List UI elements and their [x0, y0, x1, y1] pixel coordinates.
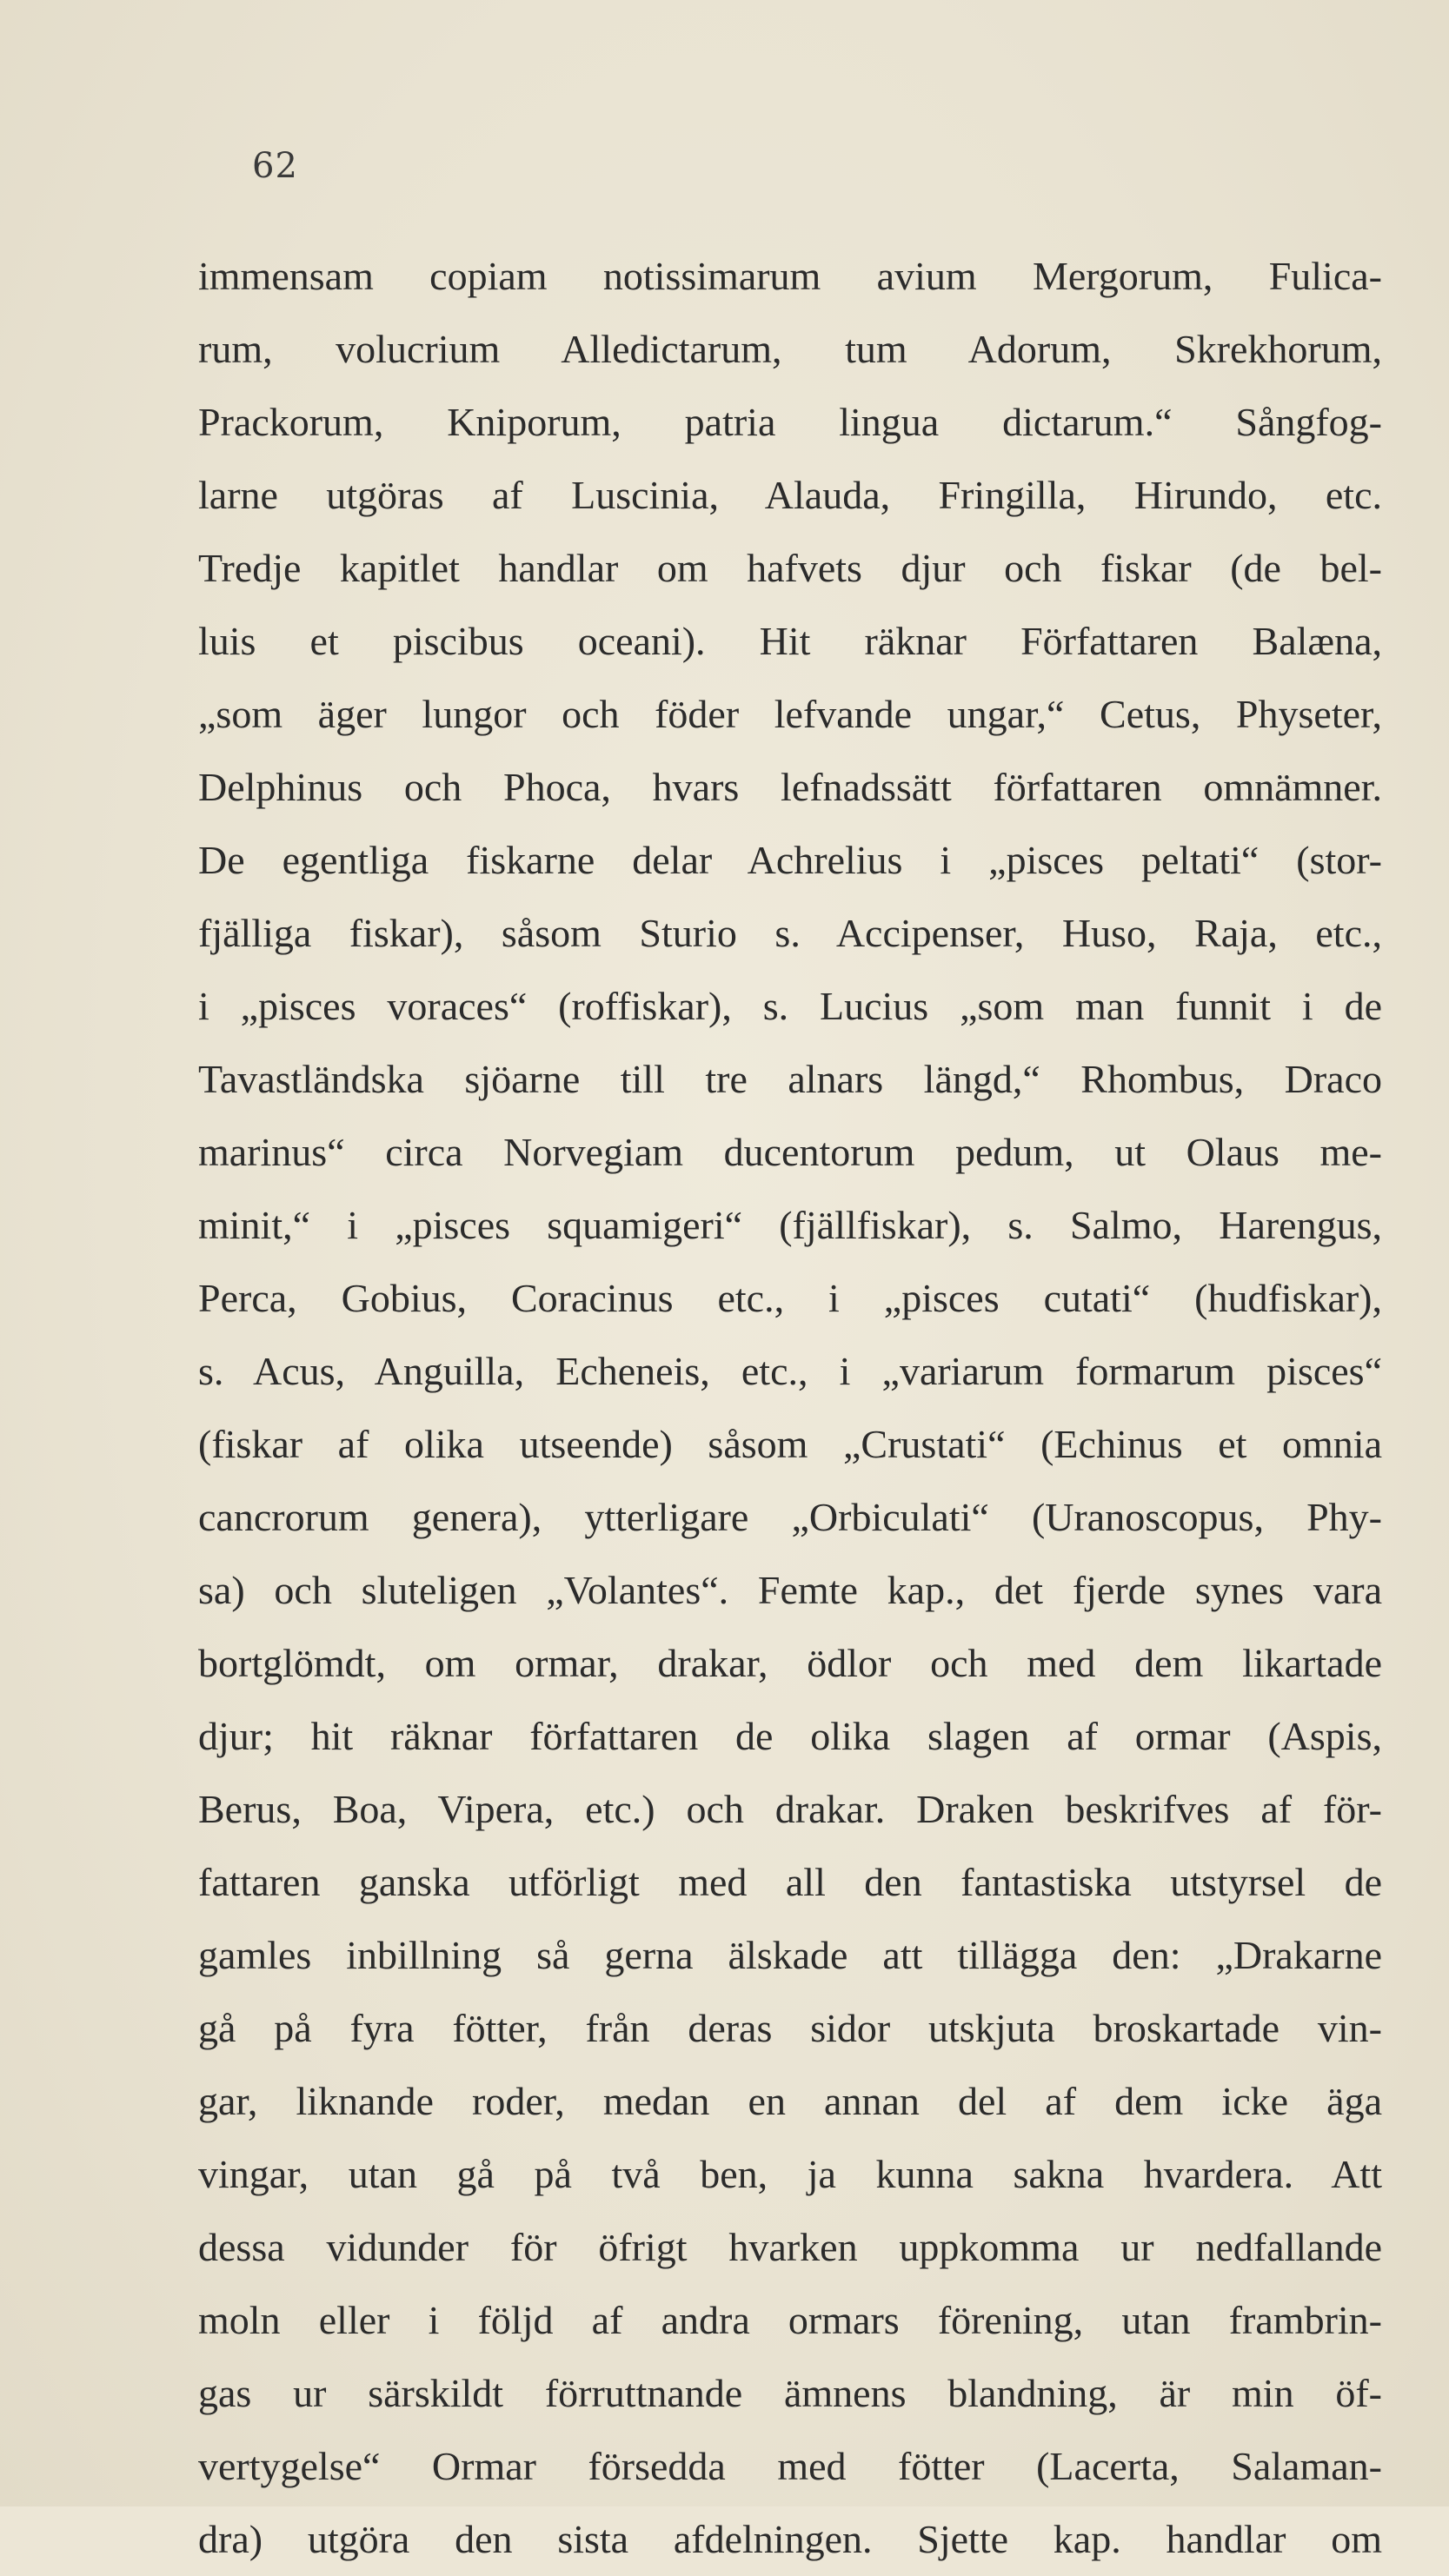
text-line: s. Acus, Anguilla, Echeneis, etc., i „variarum formarum pisces“ — [198, 1349, 1382, 1393]
text-line: Delphinus och Phoca, hvars lefnadssätt författaren omnämner. — [198, 765, 1382, 809]
text-line: dra) utgöra den sista afdelningen. Sjette kap. handlar om — [198, 2517, 1382, 2561]
text-line: cancrorum genera), ytterligare „Orbiculati“ (Uranoscopus, Phy- — [198, 1495, 1382, 1539]
text-line: bortglömdt, om ormar, drakar, ödlor och med dem likartade — [198, 1641, 1382, 1685]
text-line: gamles inbillning så gerna älskade att tillägga den: „Drakarne — [198, 1933, 1382, 1977]
text-line: minit,“ i „pisces squamigeri“ (fjällfiskar), s. Salmo, Harengus, — [198, 1203, 1382, 1247]
text-line: vingar, utan gå på två ben, ja kunna sakna hvardera. Att — [198, 2152, 1382, 2196]
text-line: gar, liknande roder, medan en annan del af dem icke äga — [198, 2079, 1382, 2123]
text-line: marinus“ circa Norvegiam ducentorum pedum, ut Olaus me- — [198, 1130, 1382, 1174]
text-line: fattaren ganska utförligt med all den fantastiska utstyrsel de — [198, 1860, 1382, 1904]
body-text — [198, 240, 1382, 2576]
text-line: luis et piscibus oceani). Hit räknar Författaren Balæna, — [198, 619, 1382, 663]
text-line: gå på fyra fötter, från deras sidor utskjuta broskartade vin- — [198, 2006, 1382, 2050]
text-line: i „pisces voraces“ (roffiskar), s. Lucius „som man funnit i de — [198, 984, 1382, 1028]
text-line: larne utgöras af Luscinia, Alauda, Fringilla, Hirundo, etc. — [198, 473, 1382, 517]
text-line: De egentliga fiskarne delar Achrelius i „pisces peltati“ (stor- — [198, 838, 1382, 882]
text-line: sa) och sluteligen „Volantes“. Femte kap., det fjerde synes vara — [198, 1568, 1382, 1612]
text-line: djur; hit räknar författaren de olika slagen af ormar (Aspis, — [198, 1714, 1382, 1758]
text-line: (fiskar af olika utseende) såsom „Crustati“ (Echinus et omnia — [198, 1422, 1382, 1466]
text-line: gas ur särskildt förruttnande ämnens blandning, är min öf- — [198, 2371, 1382, 2415]
text-line: Berus, Boa, Vipera, etc.) och drakar. Draken beskrifves af för- — [198, 1787, 1382, 1831]
text-line: dessa vidunder för öfrigt hvarken uppkomma ur nedfallande — [198, 2225, 1382, 2269]
text-line: Perca, Gobius, Coracinus etc., i „pisces cutati“ (hudfiskar), — [198, 1276, 1382, 1320]
text-line: vertygelse“ Ormar försedda med fötter (Lacerta, Salaman- — [198, 2444, 1382, 2488]
text-line: rum, volucrium Alledictarum, tum Adorum, Skrekhorum, — [198, 327, 1382, 371]
page-number: 62 — [252, 146, 298, 186]
text-line: Prackorum, Kniporum, patria lingua dictarum.“ Sångfog- — [198, 400, 1382, 444]
text-line: „som äger lungor och föder lefvande ungar,“ Cetus, Physeter, — [198, 692, 1382, 736]
text-line: immensam copiam notissimarum avium Mergorum, Fulica- — [198, 254, 1382, 298]
text-line: Tredje kapitlet handlar om hafvets djur och fiskar (de bel- — [198, 546, 1382, 590]
text-line: fjälliga fiskar), såsom Sturio s. Accipenser, Huso, Raja, etc., — [198, 911, 1382, 955]
text-line: moln eller i följd af andra ormars förening, utan frambrin- — [198, 2298, 1382, 2342]
text-line: Tavastländska sjöarne till tre alnars längd,“ Rhombus, Draco — [198, 1057, 1382, 1101]
